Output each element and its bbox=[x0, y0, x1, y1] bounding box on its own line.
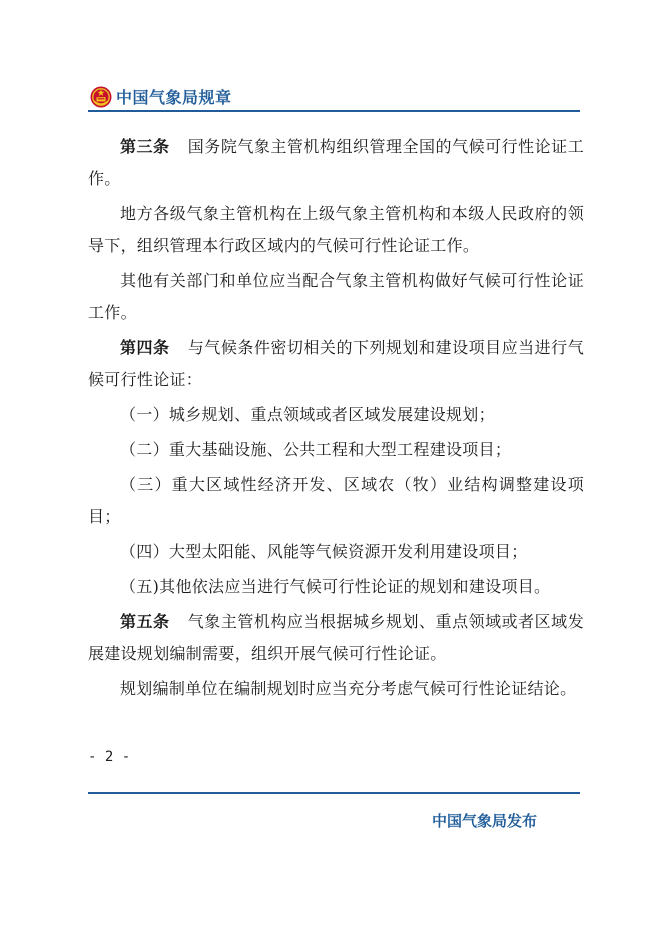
paragraph-text: （三）重大区域性经济开发、区域农（牧）业结构调整建设项目； bbox=[88, 475, 584, 526]
list-item bbox=[88, 571, 584, 603]
document-header bbox=[88, 84, 580, 112]
article-label: 第四条 bbox=[120, 338, 170, 357]
list-item bbox=[88, 536, 584, 568]
list-item bbox=[88, 469, 584, 533]
paragraph bbox=[88, 673, 584, 705]
article-label: 第三条 bbox=[120, 137, 170, 156]
paragraph-text: 规划编制单位在编制规划时应当充分考虑气候可行性论证结论。 bbox=[120, 679, 577, 698]
paragraph bbox=[88, 606, 584, 670]
page-number: - 2 - bbox=[88, 749, 131, 765]
paragraph-text: 与气候条件密切相关的下列规划和建设项目应当进行气候可行性论证： bbox=[88, 338, 584, 389]
paragraph bbox=[88, 265, 584, 329]
footer-publisher: 中国气象局发布 bbox=[432, 812, 538, 830]
list-item bbox=[88, 399, 584, 431]
paragraph-text: 气象主管机构应当根据城乡规划、重点领域或者区域发展建设规划编制需要，组织开展气候可行性论证。 bbox=[88, 612, 584, 663]
footer-divider bbox=[88, 792, 580, 794]
document-body bbox=[88, 131, 584, 708]
list-item bbox=[88, 434, 584, 466]
paragraph bbox=[88, 332, 584, 396]
national-emblem-icon bbox=[90, 86, 112, 108]
paragraph-text: （四）大型太阳能、风能等气候资源开发利用建设项目； bbox=[120, 542, 528, 561]
header-title: 中国气象局规章 bbox=[116, 88, 232, 107]
article-label: 第五条 bbox=[120, 612, 170, 631]
paragraph-text: （五)其他依法应当进行气候可行性论证的规划和建设项目。 bbox=[120, 577, 551, 596]
paragraph bbox=[88, 198, 584, 262]
paragraph-text: 其他有关部门和单位应当配合气象主管机构做好气候可行性论证工作。 bbox=[88, 271, 584, 322]
paragraph-text: （二）重大基础设施、公共工程和大型工程建设项目； bbox=[120, 440, 512, 459]
paragraph-text: 国务院气象主管机构组织管理全国的气候可行性论证工作。 bbox=[88, 137, 584, 188]
paragraph-text: （一）城乡规划、重点领域或者区域发展建设规划； bbox=[120, 405, 495, 424]
paragraph bbox=[88, 131, 584, 195]
paragraph-text: 地方各级气象主管机构在上级气象主管机构和本级人民政府的领导下，组织管理本行政区域内的气候可行性论证工作。 bbox=[88, 204, 584, 255]
